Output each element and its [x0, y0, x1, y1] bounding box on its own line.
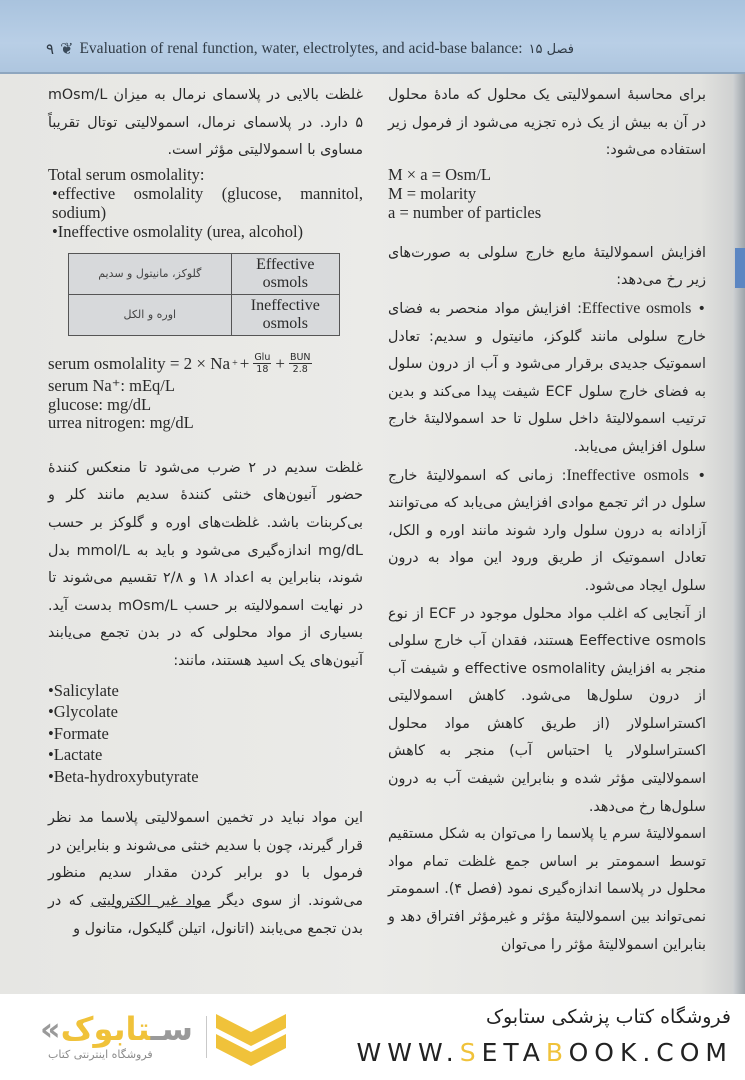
left-intro-paragraph: غلظت بالایی در پلاسمای نرمال به میزان mOsm/L ۵ دارد. در پلاسمای نرمال، اسمولالیتی توتال تقریباً مساوی با اسمولالیتی مؤثر است. — [48, 87, 363, 159]
table-cell: گلوکز، مانیتول و سدیم — [69, 253, 232, 294]
chapter-label: فصل ۱۵ — [528, 41, 574, 57]
bun-fraction — [289, 352, 312, 375]
formula-plus: + — [239, 353, 250, 373]
paragraph-text: : افزایش مواد منحصر به فضای خارج سلولی مانند گلوکز، مانیتول و سدیم: تعادل اسموتیک جدیدی برقرار می‌شود و آب از درون سلول به فضای خارج سلول ECF شیفت پیدا می‌کند و بدین ترتیب اسمولالیتهٔ داخل سلول تا حد اسمولالیتهٔ خارج سلول افزایش می‌یابد. — [388, 300, 706, 455]
logo-text-yellow: تابوک — [60, 1010, 151, 1048]
logo-divider — [206, 1016, 207, 1058]
list-item: • Lactate — [48, 744, 363, 766]
total-osmolality-heading: Total serum osmolality: — [48, 164, 205, 184]
anions-list — [48, 680, 363, 788]
fraction-numerator: Glu — [254, 352, 271, 364]
osmols-table — [68, 253, 340, 336]
right-intro-paragraph: برای محاسبهٔ اسمولالیتی یک محلول که مادهٔ محلول در آن به بیش از یک ذره تجزیه می‌شود از فرمول زیر استفاده می‌شود: — [388, 87, 706, 159]
page-tab-marker — [735, 248, 745, 288]
fraction-denominator: 18 — [256, 364, 269, 376]
url-part: OOK.COM — [568, 1038, 733, 1067]
sodium-paragraph: غلظت سدیم در ۲ ضرب می‌شود تا منعکس کنندهٔ حضور آنیون‌های خنثی کنندهٔ سدیم مانند کلر و بی‌کربنات باشد. غلظت‌های اوره و گلوکز بر حسب mg/dL اندازه‌گیری می‌شود و باید به mmol/L بدل شوند، بنابراین به اعداد ۱۸ و ۲/۸ تقسیم می‌شوند تا در نهایت اسمولالیته بر حسب mOsm/L بدست آید. بسیاری از مواد محلولی که در بدن تجمع می‌یابند آنیون‌های یک اسید هستند، مانند: — [48, 459, 364, 670]
osm-formula-block — [388, 165, 706, 222]
unit-line: serum Na⁺: mEq/L — [48, 376, 175, 396]
list-item: • Salicylate — [48, 680, 363, 702]
ineffective-osmolality-item: • Ineffective osmolality (urea, alcohol) — [48, 222, 363, 241]
paragraph-text: که در بدن تجمع می‌یابند (اتانول، اتیلن گلیکول، متانول و — [48, 892, 363, 937]
formula-lhs: serum osmolality = 2 × Na — [48, 353, 231, 373]
ecf-water-loss-paragraph: از آنجایی که اغلب مواد محلول موجود در ECF از نوع Eeffective osmols هستند، فقدان آب خارج سلولی منجر به افزایش effective osmolality و شیفت آب از درون سلول‌ها می‌شود. کاهش اسمولالیتی اکستراسلولار (از طریق کاهش مواد محلول اکستراسلولار یا احتباس آب) منجر به کاهش اسمولالیتی مؤثر شده و بنابراین شیفت آب به درون سلول‌ها رخ می‌دهد. — [388, 605, 706, 815]
glucose-fraction — [253, 352, 271, 375]
osmometer-paragraph: اسمولالیتهٔ سرم یا پلاسما را می‌توان به شکل مستقیم توسط اسمومتر بر اساس جمع غلظت تمام مواد محلول در پلاسما اندازه‌گیری نمود (فصل ۴). اسمومتر نمی‌تواند بین اسمولالیتهٔ مؤثر و غیرمؤثر افتراق دهد و بنابراین اسمولالیتهٔ مؤثر را می‌توان — [388, 826, 706, 953]
table-cell: اوره و الکل — [69, 294, 232, 335]
book-ornament-icon: ❦ — [60, 41, 74, 58]
fraction-numerator: BUN — [289, 352, 311, 364]
url-part: WWW. — [356, 1038, 460, 1067]
page-edge — [733, 74, 745, 994]
logo-text-gray: «سـ — [40, 1010, 193, 1048]
left-column — [48, 82, 363, 943]
formula-line: a = number of particles — [388, 202, 542, 222]
units-list — [48, 377, 363, 433]
effective-osmols-bullet: • Effective osmols: افزایش مواد منحصر به فضای خارج سلولی مانند گلوکز، مانیتول و سدیم: تعادل اسموتیک جدیدی برقرار می‌شود و آب از درون سلول به فضای خارج سلول ECF شیفت پیدا می‌کند و بدین ترتیب اسمولالیتهٔ داخل سلول تا حد اسمولالیتهٔ خارج سلول افزایش می‌یابد. — [388, 299, 706, 455]
running-header — [46, 38, 646, 60]
effective-osmolality-item: • effective osmolality (glucose, mannitol, sodium) — [48, 184, 363, 222]
paragraph-text: این مواد نباید در تخمین اسمولالیتی پلاسما مد نظر قرار گیرند، چون با سدیم خنثی می‌شوند و بنابراین در فرمول با دو برابر کردن مقدار سدیم منظور می‌شوند. از سوی دیگر — [48, 810, 363, 909]
formula-sup: + — [232, 357, 238, 369]
formula-line: M × a = Osm/L — [388, 164, 491, 184]
url-part-accent: S — [459, 1038, 482, 1067]
unit-line: glucose: mg/dL — [48, 394, 152, 414]
ineffective-osmols-term: Ineffective osmols — [566, 466, 689, 484]
table-cell: Effective osmols — [231, 253, 339, 294]
formula-line: M = molarity — [388, 183, 477, 203]
non-electrolyte-paragraph — [48, 805, 363, 943]
logo-wordmark — [40, 1010, 193, 1048]
url-part-accent: B — [545, 1038, 569, 1067]
ineffective-osmols-bullet: • Ineffective osmols: زمانی که اسمولالیتهٔ خارج سلول در اثر تجمع موادی افزایش می‌یابد که می‌توانند آزادانه به درون سلول وارد شوند مانند اوره و الکل، تعادل اسموتیک از طریق ورود این مواد به درون سلول ایجاد می‌شود. — [388, 466, 706, 594]
fraction-denominator: 2.8 — [292, 364, 308, 376]
store-name: فروشگاه کتاب پزشکی ستابوک — [485, 1006, 731, 1028]
store-logo — [38, 1010, 248, 1068]
paragraph-text: : زمانی که اسمولالیتهٔ خارج سلول در اثر تجمع موادی افزایش می‌یابد که می‌توانند آزادانه به درون سلول وارد شوند مانند اوره و الکل، تعادل اسموتیک از طریق ورود این مواد به درون سلول ایجاد می‌شود. — [388, 467, 706, 594]
underlined-term: مواد غیر الکترولیتی — [90, 892, 211, 909]
ecf-increase-intro: افزایش اسمولالیتهٔ مایع خارج سلولی به صورت‌های زیر رخ می‌دهد: — [388, 244, 706, 289]
list-item: • Beta-hydroxybutyrate — [48, 766, 363, 788]
page-number: ۹ — [46, 41, 55, 58]
effective-osmols-term: Effective osmols — [582, 299, 692, 317]
store-footer-banner — [0, 994, 745, 1080]
list-item: • Glycolate — [48, 701, 363, 723]
table-cell: Ineffective osmols — [231, 294, 339, 335]
serum-osmolality-formula — [48, 350, 363, 378]
unit-line: urrea nitrogen: mg/dL — [48, 413, 194, 433]
running-title: Evaluation of renal function, water, electrolytes, and acid-base balance: — [79, 40, 523, 57]
formula-plus: + — [275, 353, 285, 373]
url-part: ETA — [481, 1038, 546, 1067]
store-url — [357, 1038, 733, 1067]
list-item: • Formate — [48, 723, 363, 745]
logo-subtitle: فروشگاه اینترنتی کتاب — [48, 1048, 153, 1061]
right-column — [388, 82, 706, 959]
table-row — [69, 294, 340, 335]
chevron-logo-icon — [216, 1014, 286, 1066]
page-header-band — [0, 0, 745, 74]
table-row — [69, 253, 340, 294]
